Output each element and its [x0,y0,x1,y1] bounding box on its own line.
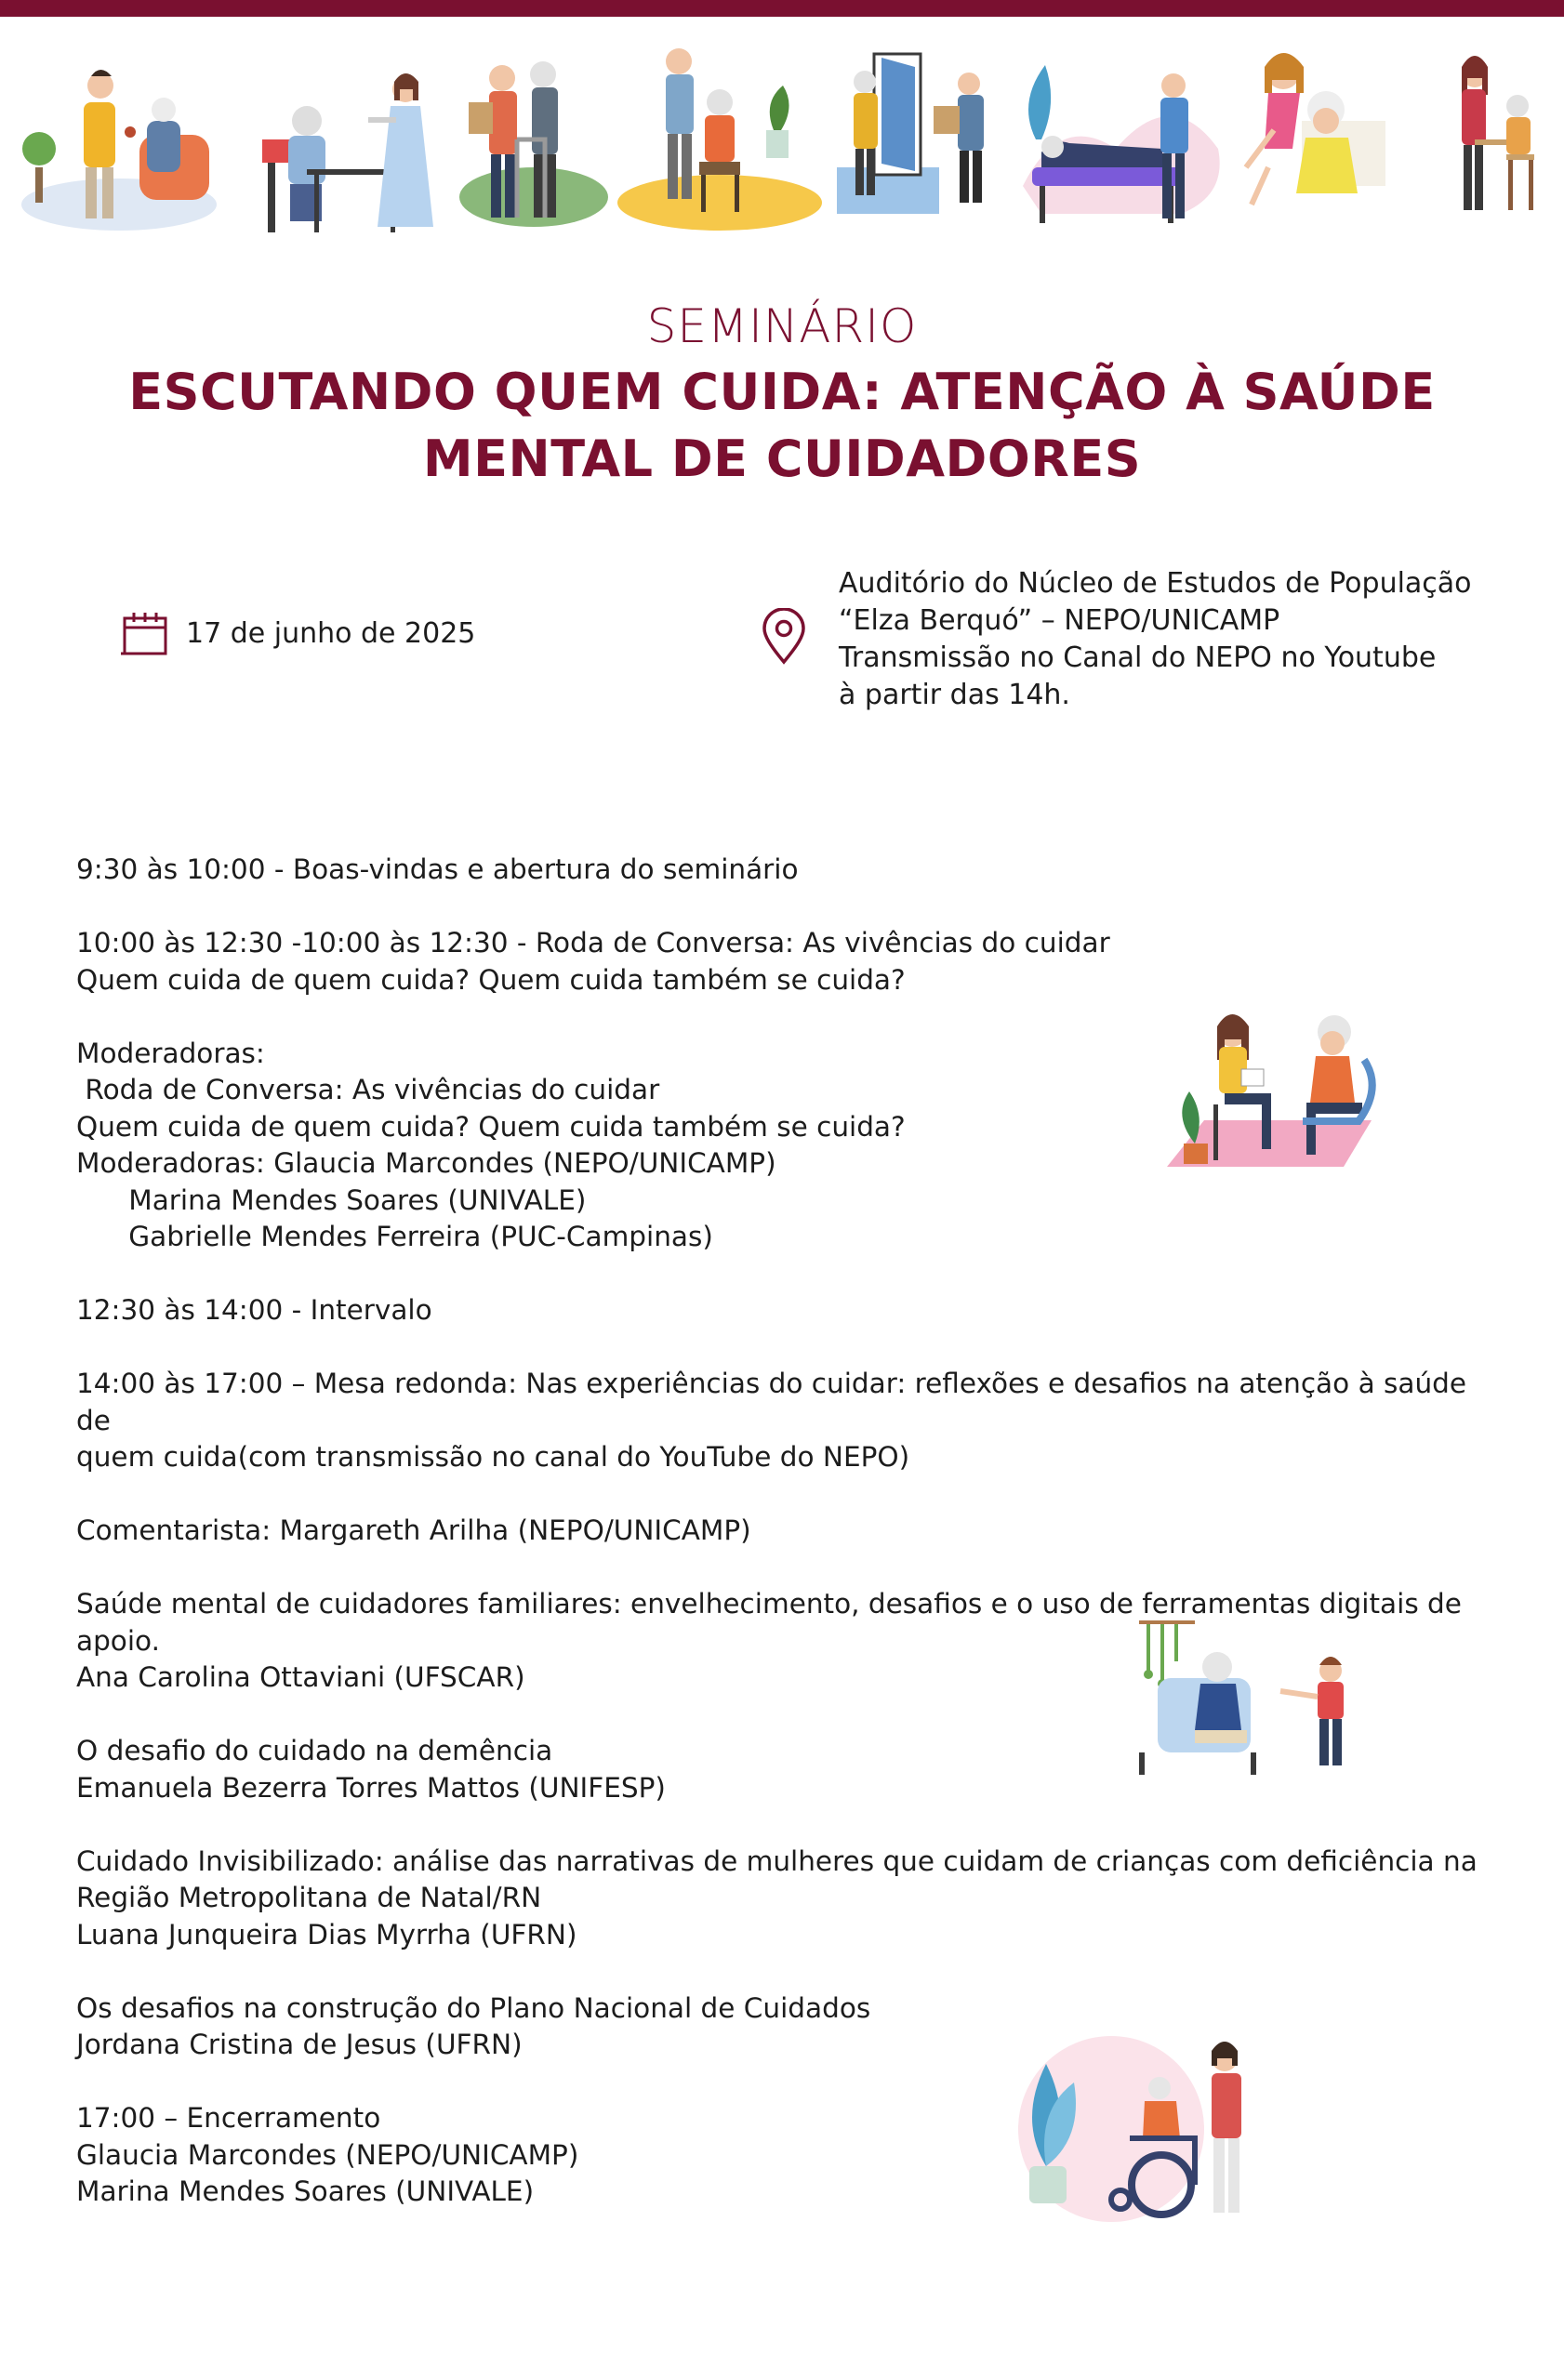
schedule-gap [76,2064,1508,2101]
calendar-icon [117,609,169,657]
title-block [0,294,1564,493]
schedule-line: Glaucia Marcondes (NEPO/UNICAMP) [76,2138,579,2171]
schedule-line: Marina Mendes Soares (UNIVALE) [76,1183,587,1216]
location-line: Transmissão no Canal do NEPO no Youtube [839,641,1437,674]
schedule-line: Quem cuida de quem cuida? Quem cuida também se cuida? [76,1110,906,1143]
event-type: SEMINÁRIO [646,299,918,353]
schedule-line: 12:30 às 14:00 - Intervalo [76,1294,432,1326]
caregiver-feeding-icon [1462,56,1534,210]
schedule-line: Comentarista: Margareth Arilha (NEPO/UNICAMP) [76,1514,751,1546]
schedule-line: Região Metropolitana de Natal/RN [76,1882,542,1913]
event-location [761,565,1472,714]
schedule-line: Roda de Conversa: As vivências do cuidar [76,1074,660,1105]
schedule-line: Emanuela Bezerra Torres Mattos (UNIFESP) [76,1771,666,1804]
schedule-line: Marina Mendes Soares (UNIVALE) [76,2175,535,2207]
schedule-gap [76,1806,1508,1844]
schedule-line: apoio. [76,1624,160,1657]
caregiver-serving-tea-icon [21,70,217,231]
schedule-line: 9:30 às 10:00 - Boas-vindas e abertura do seminário [76,853,799,885]
patient-bed-icon [1023,65,1220,223]
wheelchair-caregiver-icon [1009,2027,1279,2231]
location-line: “Elza Berquó” – NEPO/UNICAMP [839,604,1280,637]
event-title: ESCUTANDO QUEM CUIDA: ATENÇÃO À SAÚDE MENTAL DE CUIDADORES [128,363,1436,488]
schedule-gap [76,1476,1508,1514]
schedule-line: 17:00 – Encerramento [76,2102,381,2134]
header-illustrations [0,28,1564,242]
top-accent-bar [0,0,1564,17]
location-pin-icon [761,608,807,666]
schedule-gap [76,1256,1508,1293]
schedule-line: O desafio do cuidado na demência [76,1735,553,1766]
elder-with-child-icon [1120,1613,1372,1776]
caregiver-seated-elder-icon [617,48,822,231]
schedule-line: Ana Carolina Ottaviani (UFSCAR) [76,1661,525,1693]
schedule-line: Saúde mental de cuidadores familiares: envelhecimento, desafios e o uso de ferramentas digitais de [76,1588,1462,1620]
schedule-line: Luana Junqueira Dias Myrrha (UFRN) [76,1918,577,1950]
schedule-gap [76,1953,1508,1990]
location-line: à partir das 14h. [839,679,1070,711]
schedule-line: Gabrielle Mendes Ferreira (PUC-Campinas) [76,1221,713,1252]
schedule-line: Cuidado Invisibilizado: análise das narrativas de mulheres que cuidam de crianças com deficiência na [76,1844,1478,1877]
schedule-line: 10:00 às 12:30 -10:00 às 12:30 - Roda de Conversa: As vivências do cuidar [76,927,1110,959]
schedule-line: Os desafios na construção do Plano Nacional de Cuidados [76,1991,871,2024]
schedule-line: Moderadoras: Glaucia Marcondes (NEPO/UNICAMP) [76,1147,776,1179]
schedule-line: Jordana Cristina de Jesus (UFRN) [76,2029,523,2060]
schedule-line: 14:00 às 17:00 – Mesa redonda: Nas experiências do cuidar: reflexões e desafios na atenção à saúde de [76,1368,1476,1436]
elderly-meal-icon [262,73,433,232]
location-text [839,565,1472,714]
schedule-gap [76,1329,1508,1367]
schedule-line: quem cuida(com transmissão no canal do YouTube do NEPO) [76,1441,910,1473]
event-date [117,609,475,657]
caregiver-hug-icon [1246,53,1385,205]
reading-to-elder-icon [1148,1004,1395,1190]
schedule-gap [76,889,1508,926]
schedule-line: Quem cuida de quem cuida? Quem cuida também se cuida? [76,963,906,996]
event-date-text: 17 de junho de 2025 [186,616,476,650]
door-delivery-icon [837,54,984,214]
schedule-line: Moderadoras: [76,1037,265,1069]
walker-assist-icon [459,61,608,227]
schedule-gap [76,1550,1508,1587]
location-line: Auditório do Núcleo de Estudos de População [839,567,1472,600]
